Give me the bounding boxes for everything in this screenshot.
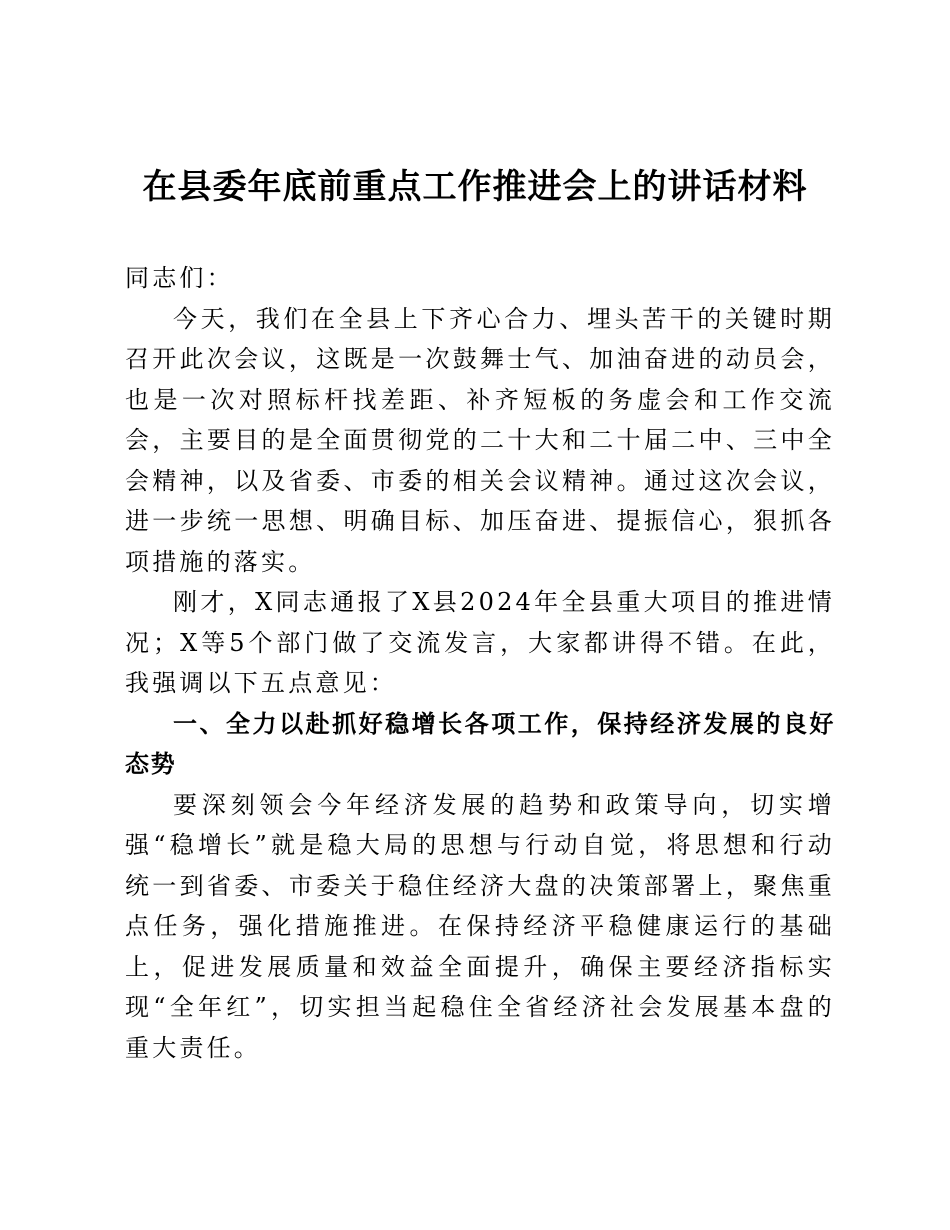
paragraph-summary: 刚才，X同志通报了X县2024年全县重大项目的推进情况；X等5个部门做了交流发言，大家都讲得不错。在此，我强调以下五点意见：	[125, 588, 835, 697]
salutation: 同志们：	[125, 264, 234, 292]
section-heading: 一、全力以赴抓好稳增长各项工作，保持经济发展的良好态势	[125, 709, 835, 778]
section-paragraph: 要深刻领会今年经济发展的趋势和政策导向，切实增强“稳增长”就是稳大局的思想与行动自觉，将思想和行动统一到省委、市委关于稳住经济大盘的决策部署上，聚焦重点任务，强化措施推进。在保持经济平稳健康运行的基础上，促进发展质量和效益全面提升，确保主要经济指标实现“全年红”，切实担当起稳住全省经济社会发展基本盘的重大责任。	[125, 790, 835, 1062]
document-body	[125, 258, 835, 1068]
paragraph-opening: 今天，我们在全县上下齐心合力、埋头苦干的关键时期召开此次会议，这既是一次鼓舞士气、加油奋进的动员会，也是一次对照标杆找差距、补齐短板的务虚会和工作交流会，主要目的是全面贯彻党的二十大和二十届二中、三中全会精神，以及省委、市委的相关会议精神。通过这次会议，进一步统一思想、明确目标、加压奋进、提振信心，狠抓各项措施的落实。	[125, 304, 835, 576]
document-title: 在县委年底前重点工作推进会上的讲话材料	[142, 167, 808, 207]
